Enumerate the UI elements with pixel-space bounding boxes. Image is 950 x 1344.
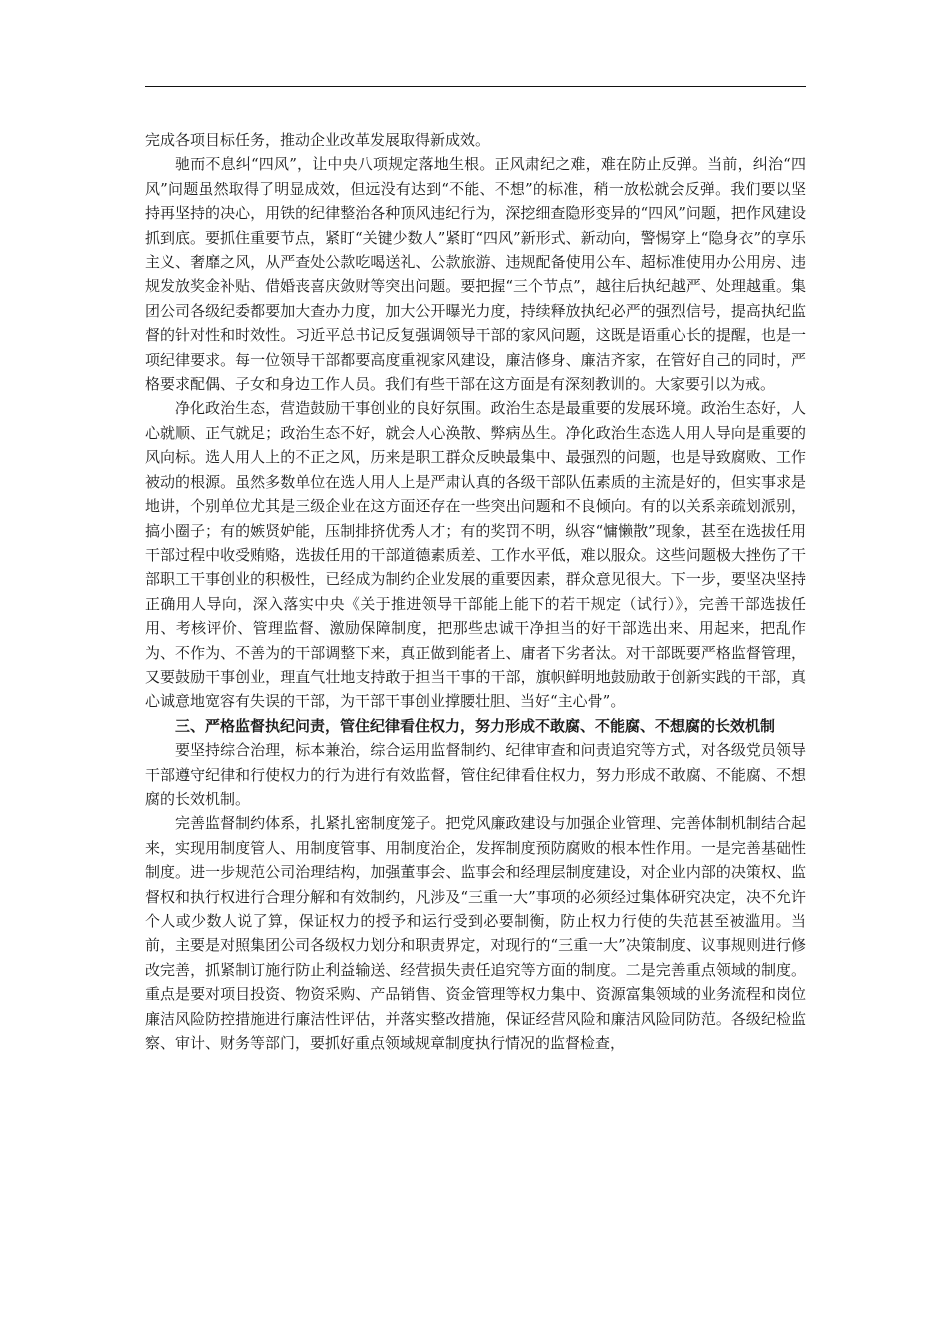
paragraph-continuation: 完成各项目标任务，推动企业改革发展取得新成效。 (145, 131, 491, 149)
document-body (145, 128, 806, 1055)
paragraph-comprehensive-governance: 要坚持综合治理，标本兼治，综合运用监督制约、纪律审查和问责追究等方式，对各级党员领导干部遵守纪律和行使权力的行为进行有效监督，管住纪律看住权力，努力形成不敢腐、不能腐、不想腐的长效机制。 (145, 741, 806, 808)
header-rule (145, 86, 806, 87)
paragraph-supervision-system: 完善监督制约体系，扎紧扎密制度笼子。把党风廉政建设与加强企业管理、完善体制机制结合起来，实现用制度管人、用制度管事、用制度治企，发挥制度预防腐败的根本性作用。一是完善基础性制度。进一步规范公司治理结构，加强董事会、监事会和经理层制度建设，对企业内部的决策权、监督权和执行权进行合理分解和有效制约，凡涉及“三重一大”事项的必须经过集体研究决定，决不允许个人或少数人说了算，保证权力的授予和运行受到必要制衡，防止权力行使的失范甚至被滥用。当前，主要是对照集团公司各级权力划分和职责界定，对现行的“三重一大”决策制度、议事规则进行修改完善，抓紧制订施行防止利益输送、经营损失责任追究等方面的制度。二是完善重点领域的制度。重点是要对项目投资、物资采购、产品销售、资金管理等权力集中、资源富集领域的业务流程和岗位廉洁风险防控措施进行廉洁性评估，并落实整改措施，保证经营风险和廉洁风险同防范。各级纪检监察、审计、财务等部门，要抓好重点领域规章制度执行情况的监督检查， (145, 814, 806, 1053)
section-heading-three: 三、严格监督执纪问责，管住纪律看住权力，努力形成不敢腐、不能腐、不想腐的长效机制 (175, 716, 776, 735)
paragraph-political-ecology: 净化政治生态，营造鼓励干事创业的良好氛围。政治生态是最重要的发展环境。政治生态好，人心就顺、正气就足；政治生态不好，就会人心涣散、弊病丛生。净化政治生态选人用人导向是重要的风向标。选人用人上的不正之风，历来是职工群众反映最集中、最强烈的问题，也是导致腐败、工作被动的根源。虽然多数单位在选人用人上是严肃认真的各级干部队伍素质的主流是好的，但实事求是地讲，个别单位尤其是三级企业在这方面还存在一些突出问题和不良倾向。有的以关系亲疏划派别，搞小圈子；有的嫉贤妒能，压制排挤优秀人才；有的奖罚不明，纵容“慵懒散”现象，甚至在选拔任用干部过程中收受贿赂，选拔任用的干部道德素质差、工作水平低，难以服众。这些问题极大挫伤了干部职工干事创业的积极性，已经成为制约企业发展的重要因素，群众意见很大。下一步，要坚决坚持正确用人导向，深入落实中央《关于推进领导干部能上能下的若干规定（试行）》，完善干部选拔任用、考核评价、管理监督、激励保障制度，把那些忠诚干净担当的好干部选出来、用起来，把乱作为、不作为、不善为的干部调整下来，真正做到能者上、庸者下劣者汰。对干部既要严格监督管理，又要鼓励干事创业，理直气壮地支持敢于担当干事的干部，旗帜鲜明地鼓励敢于创新实践的干部，真心诚意地宽容有失误的干部，为干部干事创业撑腰壮胆、当好“主心骨”。 (145, 399, 806, 711)
paragraph-four-winds: 驰而不息纠“四风”，让中央八项规定落地生根。正风肃纪之难，难在防止反弹。当前，纠治“四风”问题虽然取得了明显成效，但远没有达到“不能、不想”的标准，稍一放松就会反弹。我们要以坚持再坚持的决心，用铁的纪律整治各种顶风违纪行为，深挖细查隐形变异的“四风”问题，把作风建设抓到底。要抓住重要节点，紧盯“关键少数人”紧盯“四风”新形式、新动向，警惕穿上“隐身衣”的享乐主义、奢靡之风，从严查处公款吃喝送礼、公款旅游、违规配备使用公车、超标准使用办公用房、违规发放奖金补贴、借婚丧喜庆敛财等突出问题。要把握“三个节点”，越往后执纪越严、处理越重。集团公司各级纪委都要加大查办力度，加大公开曝光力度，持续释放执纪必严的强烈信号，提高执纪监督的针对性和时效性。习近平总书记反复强调领导干部的家风问题，这既是语重心长的提醒，也是一项纪律要求。每一位领导干部都要高度重视家风建设，廉洁修身、廉洁齐家，在管好自己的同时，严格要求配偶、子女和身边工作人员。我们有些干部在这方面是有深刻教训的。大家要引以为戒。 (145, 155, 807, 394)
